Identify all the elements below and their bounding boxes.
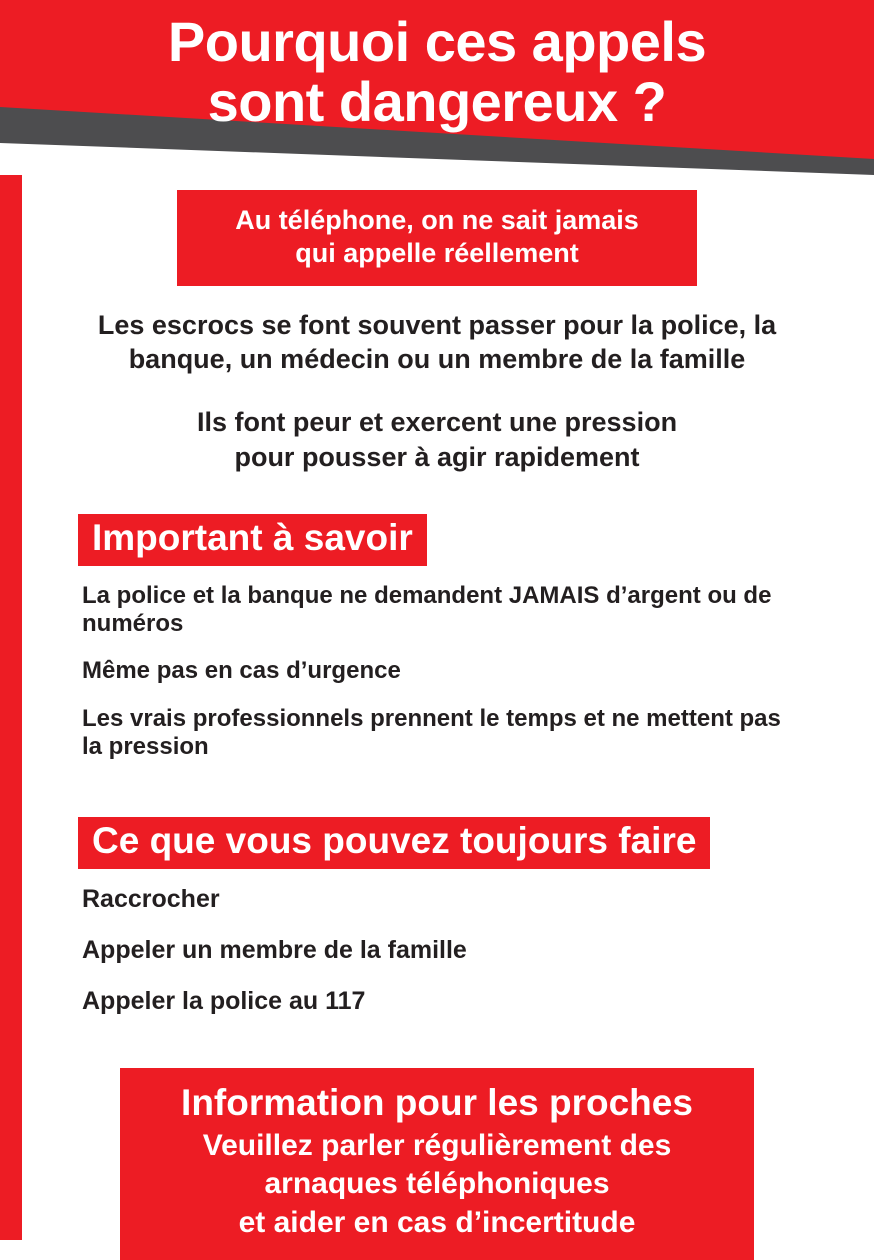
relatives-info-line2: arnaques téléphoniques (264, 1167, 610, 1201)
intro-paragraph-1 (0, 308, 874, 377)
section-important-heading: Important à savoir (78, 514, 427, 566)
highlight-banner (177, 190, 697, 286)
list-item: La police et la banque ne demandent JAMAIS d’argent ou de numéros (82, 581, 772, 637)
section-important-list (0, 582, 874, 761)
list-item: Raccrocher (82, 884, 220, 913)
list-item: Même pas en cas d’urgence (82, 657, 401, 685)
section-actions-heading: Ce que vous pouvez toujours faire (78, 817, 710, 869)
relatives-info-title: Information pour les proches (181, 1081, 693, 1123)
section-important-heading-wrap (0, 514, 874, 566)
section-actions-list (0, 885, 874, 1016)
intro-paragraph-2-line2: pour pousser à agir rapidement (234, 441, 640, 472)
relatives-info-line1: Veuillez parler régulièrement des (202, 1129, 672, 1163)
page-title-line2: sont dangereux ? (207, 69, 667, 133)
list-item: Les vrais professionnels prennent le temps et ne mettent pas la pression (82, 705, 781, 761)
intro-paragraph-2-line1: Ils font peur et exercent une pression (196, 406, 678, 437)
page-header (0, 0, 874, 175)
intro-paragraph-1-line2: banque, un médecin ou un membre de la famille (128, 344, 746, 375)
list-item: Appeler un membre de la famille (82, 935, 467, 964)
highlight-banner-line2: qui appelle réellement (295, 237, 579, 268)
highlight-banner-line1: Au téléphone, on ne sait jamais (235, 205, 639, 235)
list-item: Appeler la police au 117 (82, 986, 366, 1015)
relatives-info-line3: et aider en cas d’incertitude (238, 1205, 636, 1239)
intro-paragraph-1-line1: Les escrocs se font souvent passer pour la police, la (97, 309, 777, 340)
page-title (0, 0, 874, 132)
page-content (0, 175, 874, 1260)
relatives-info-box (120, 1068, 754, 1260)
intro-paragraph-2 (0, 405, 874, 474)
section-actions-heading-wrap (0, 817, 874, 869)
page-title-line1: Pourquoi ces appels (167, 10, 707, 73)
